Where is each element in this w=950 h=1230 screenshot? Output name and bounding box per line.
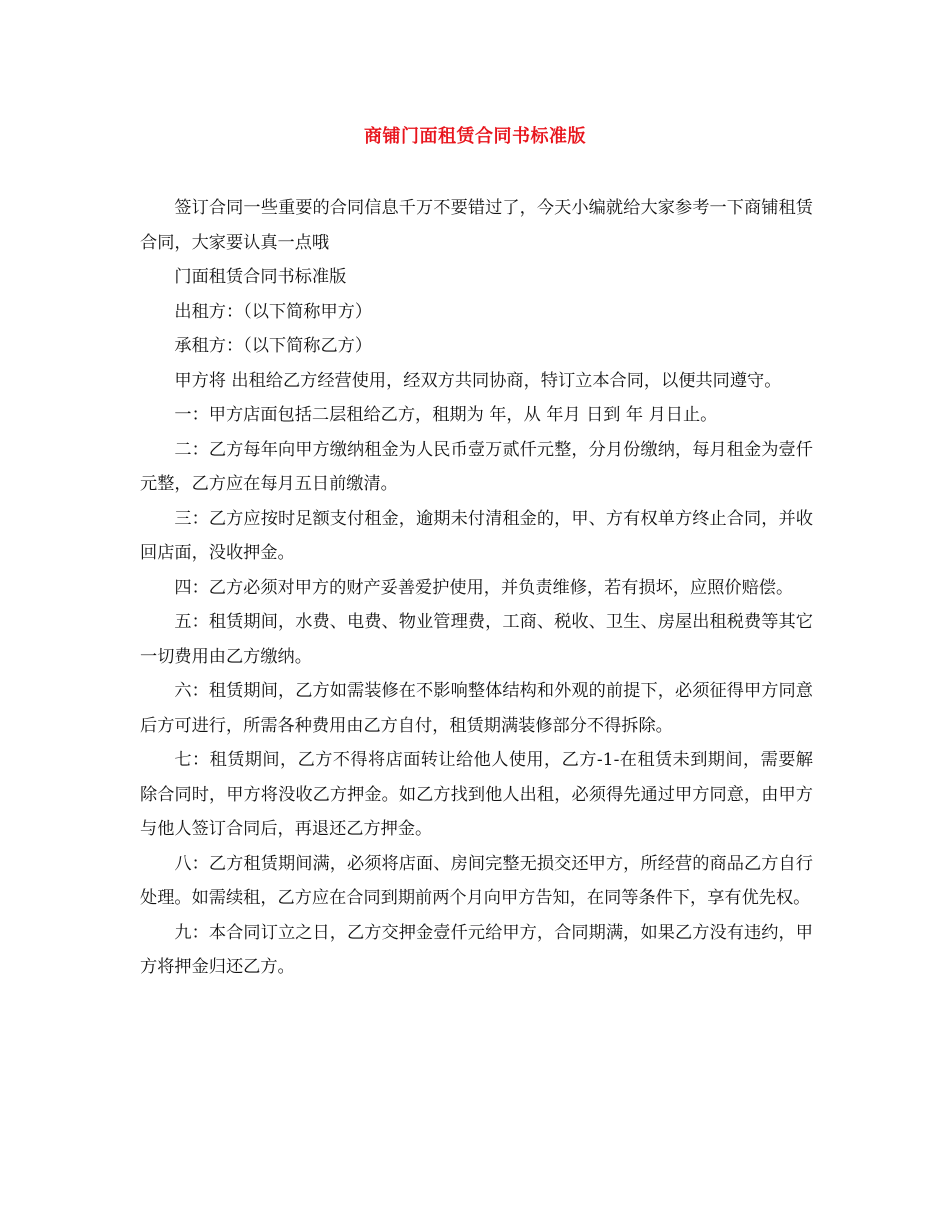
lessor-line: 出租方：（以下简称甲方） (174, 301, 373, 322)
clause-7: 七：租赁期间，乙方不得将店面转让给他人使用，乙方-1-在租赁未到期间，需要解除合同时，甲方将没收乙方押金。如乙方找到他人出租，必须得先通过甲方同意，由甲方与他人签订合同后，再退还乙方押金。 (140, 750, 813, 839)
document-title: 商铺门面租赁合同书标准版 (364, 126, 586, 147)
preamble-paragraph: 甲方将 出租给乙方经营使用，经双方共同协商，特订立本合同，以便共同遵守。 (174, 370, 782, 391)
clause-6: 六：租赁期间，乙方如需装修在不影响整体结构和外观的前提下，必须征得甲方同意后方可进行，所需各种费用由乙方自付，租赁期满装修部分不得拆除。 (140, 681, 813, 736)
clause-2: 二：乙方每年向甲方缴纳租金为人民币壹万贰仟元整，分月份缴纳，每月租金为壹仟元整，乙方应在每月五日前缴清。 (140, 439, 813, 494)
clause-4: 四：乙方必须对甲方的财产妥善爱护使用，并负责维修，若有损坏，应照价赔偿。 (174, 577, 794, 598)
clause-1: 一：甲方店面包括二层租给乙方，租期为 年，从 年月 日到 年 月日止。 (174, 405, 718, 425)
clause-5: 五：租赁期间，水费、电费、物业管理费，工商、税收、卫生、房屋出租税费等其它一切费用由乙方缴纳。 (140, 612, 813, 667)
clause-8: 八：乙方租赁期间满，必须将店面、房间完整无损交还甲方，所经营的商品乙方自行处理。如需续租，乙方应在合同到期前两个月向甲方告知，在同等条件下，享有优先权。 (140, 853, 813, 908)
document-body (140, 191, 813, 985)
lessee-line: 承租方：（以下简称乙方） (174, 336, 373, 356)
clause-9: 九：本合同订立之日，乙方交押金壹仟元给甲方，合同期满，如果乙方没有违约，甲方将押金归还乙方。 (140, 922, 813, 977)
subtitle-paragraph: 门面租赁合同书标准版 (174, 267, 347, 287)
clause-3: 三：乙方应按时足额支付租金，逾期未付清租金的，甲、方有权单方终止合同，并收回店面，没收押金。 (140, 508, 813, 563)
intro-paragraph: 签订合同一些重要的合同信息千万不要错过了，今天小编就给大家参考一下商铺租赁合同，大家要认真一点哦 (140, 198, 813, 253)
